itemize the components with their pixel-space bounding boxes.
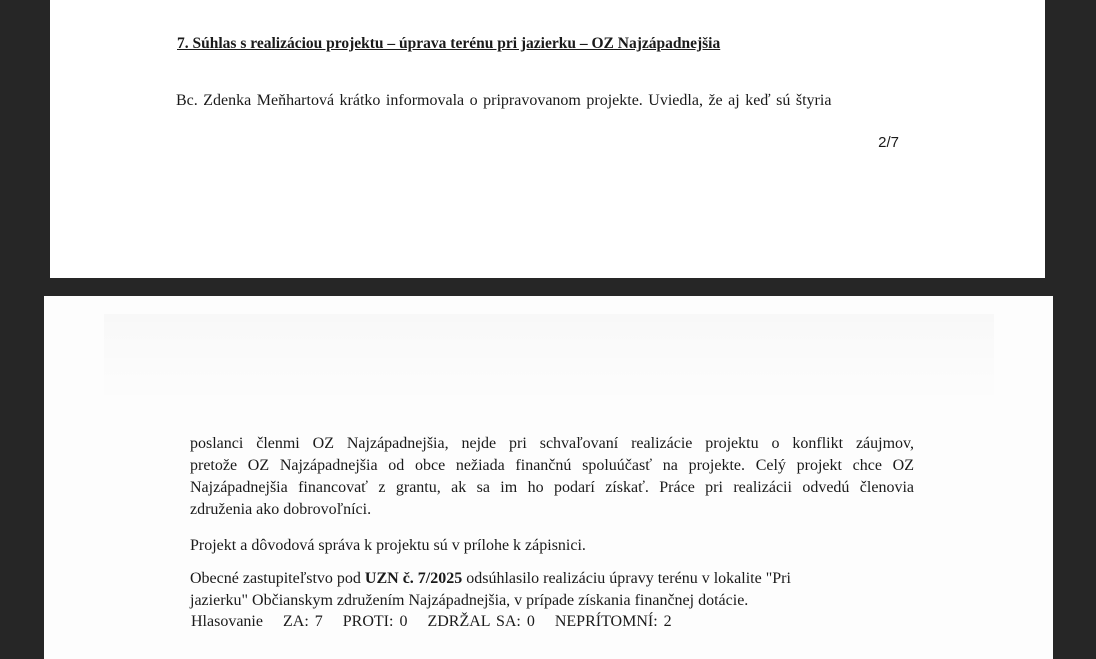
vote-absent: NEPRÍTOMNÍ: 2 — [554, 613, 672, 630]
paragraph-line: združenia ako dobrovoľníci. — [190, 501, 372, 518]
vote-result-line — [191, 611, 686, 633]
attachment-note: Projekt a dôvodová správa k projektu sú v prílohe k zápisnici. — [190, 537, 586, 554]
scan-shading — [104, 314, 994, 404]
paragraph-line: pretože OZ Najzápadnejšia od obce nežiada finančnú spoluúčasť na projekte. Celý projekt chce OZ — [190, 457, 914, 474]
continuation-paragraph — [190, 433, 914, 521]
resolution-line-2: jazierku" Občianskym združením Najzápadnejšia, v prípade získania finančnej dotácie. — [190, 592, 749, 609]
document-page-top — [50, 0, 1045, 278]
paragraph-line: poslanci členmi OZ Najzápadnejšia, nejde pri schvaľovaní realizácie projektu o konflikt záujmov, — [190, 435, 914, 452]
intro-paragraph-line: Bc. Zdenka Meňhartová krátko informovala o pripravovanom projekte. Uviedla, že aj keď sú štyria — [176, 92, 832, 109]
vote-label: Hlasovanie — [191, 613, 263, 630]
resolution-suffix: odsúhlasilo realizáciu úpravy terénu v lokalite "Pri — [462, 570, 791, 587]
vote-for: ZA: 7 — [282, 613, 323, 630]
page-number: 2/7 — [878, 134, 899, 151]
vote-abstain: ZDRŽAL SA: 0 — [427, 613, 535, 630]
resolution-line-1 — [190, 568, 791, 590]
paragraph-line: Najzápadnejšia financovať z grantu, ak sa im ho podarí získať. Práce pri realizácii odvedú členovia — [190, 479, 914, 496]
section-heading: 7. Súhlas s realizáciou projektu – úprava terénu pri jazierku – OZ Najzápadnejšia — [177, 35, 721, 52]
document-page-bottom — [44, 296, 1053, 659]
resolution-number: UZN č. 7/2025 — [364, 570, 463, 587]
vote-against: PROTI: 0 — [342, 613, 408, 630]
resolution-paragraph — [190, 568, 791, 612]
resolution-prefix: Obecné zastupiteľstvo pod — [190, 570, 365, 587]
